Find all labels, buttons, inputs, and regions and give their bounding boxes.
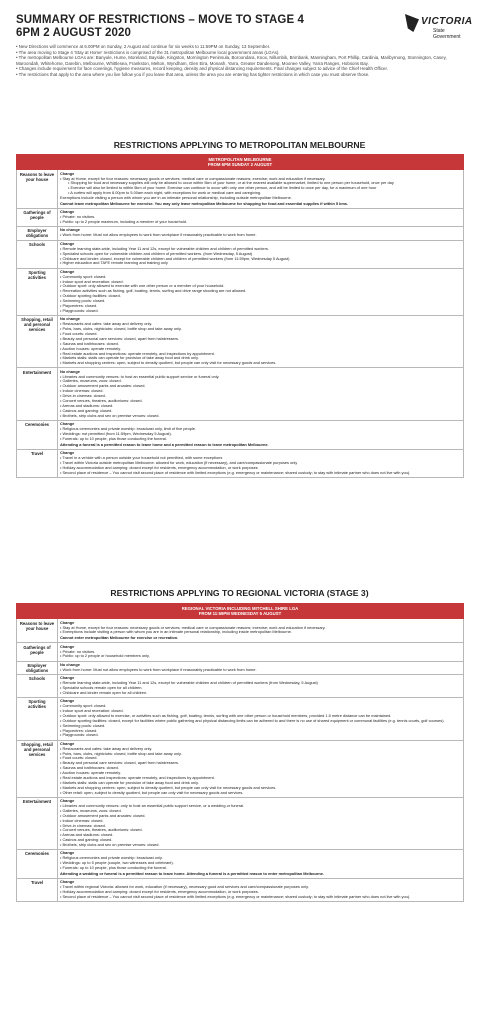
- restriction-item: • Food courts: closed.: [60, 330, 98, 336]
- row-category: Entertainment: [17, 797, 58, 849]
- row-details: [58, 740, 464, 797]
- row-category: Travel: [17, 879, 58, 902]
- table-header: [17, 155, 464, 170]
- restriction-item: • Shopping for food and necessary supplies will only be allowed to occur within 5km of your home, or at the nearest available supermarket, limited to one person per household, once per day: [68, 180, 394, 186]
- row-details: [58, 674, 464, 697]
- restriction-item: • Second place of residence – You cannot visit second place of residence with limited exceptions (e.g. emergency or maintenance; shared custody; to stay with intimate partner who does not live with you).: [60, 894, 411, 900]
- row-category: Entertainment: [17, 368, 58, 420]
- row-details: [58, 170, 464, 209]
- restriction-item: • Outdoor sporting facilities: closed, except for facilities where public gathering and physical distancing limits can be adhered to and there is no use of shared equipment or communal facilities (e.g. tennis courts, golf courses).: [60, 717, 445, 723]
- change-status: Change: [60, 675, 75, 681]
- restriction-item: • A curfew will apply from 8.00pm to 5.00am each night, with exceptions for work or medical care and caregiving.: [68, 190, 262, 196]
- restriction-item: • Community sport: closed.: [60, 273, 107, 279]
- row-details: [58, 368, 464, 420]
- restriction-item: • Outdoor sport: only allowed to exercise, or activities such as fishing, golf, boating, tennis, surfing with one other person or household members, provided 1.5 metre distance can be maintained.: [60, 712, 392, 718]
- table-row: [17, 797, 464, 849]
- restriction-item: • Brothels, strip clubs and sex on premise venues: closed.: [60, 412, 160, 418]
- restriction-item: • Funerals: up to 10 people, plus those conducting the funeral.: [60, 435, 167, 441]
- table-row: [17, 449, 464, 477]
- restriction-note: Attending a funeral is a permitted reason to leave home and a permitted reason to leave metropolitan Melbourne.: [60, 441, 269, 447]
- row-category: Ceremonies: [17, 850, 58, 879]
- change-status: Change: [60, 170, 75, 176]
- row-category: Schools: [17, 674, 58, 697]
- restriction-item: • Stay at Home, except for four reasons: necessary goods or services; medical care or compassionate reasons; exercise; work and education if necessary.: [60, 624, 326, 630]
- restriction-note: Attending a wedding or funeral is a permitted reason to leave home. Attending a funeral is a permitted reason to enter metropolitan Melbourne.: [60, 871, 325, 877]
- table-row: [17, 879, 464, 902]
- restriction-item: • Specialist schools remain open for all children.: [60, 684, 143, 690]
- row-details: [58, 240, 464, 268]
- table-row: [17, 209, 464, 227]
- row-details: [58, 619, 464, 643]
- restriction-item: • Exercise will also be limited to within 5km of your home. Exercise can continue to occur with only one other person, and will be limited to once per day, for a maximum of one hour: [68, 185, 377, 191]
- change-status: Change: [60, 879, 75, 885]
- restriction-item: • Beauty and personal care services: closed, apart from hairdressers.: [60, 760, 180, 766]
- restriction-item: • Swimming pools: closed.: [60, 722, 106, 728]
- row-category: Employer obligations: [17, 227, 58, 240]
- restriction-item: • Real estate auctions and inspections: operate remotely, and inspections by appointment.: [60, 350, 215, 356]
- restriction-item: • Public: up to 2 people or household members only.: [60, 653, 150, 659]
- restriction-item: • Indoor sport and recreation: closed.: [60, 707, 124, 713]
- restriction-item: • Arenas and stadiums: closed.: [60, 832, 114, 838]
- restriction-item: • Food courts: closed.: [60, 755, 98, 761]
- logo-subtitle: [433, 29, 461, 40]
- change-status: Change: [60, 619, 75, 625]
- restriction-item: • Stay at Home, except for four reasons: necessary goods or services; medical care or compassionate reasons; exercise; work and education if necessary.: [60, 175, 326, 181]
- restriction-item: • Private: no visitors.: [60, 214, 96, 220]
- header-line-2: FROM 11:59PM WEDNESDAY 5 AUGUST: [198, 611, 282, 617]
- restriction-item: • Concert venues, theatres, auditoriums: closed.: [60, 398, 143, 404]
- table-header: [17, 604, 464, 619]
- restriction-item: • Auction houses: operate remotely.: [60, 770, 121, 776]
- change-status: Change: [60, 268, 75, 274]
- restriction-item: • Swimming pools: closed.: [60, 298, 106, 304]
- restriction-item: • Holiday accommodation and camping: closed except for residents, emergency accommodation, or work purposes.: [60, 889, 259, 895]
- row-details: [58, 227, 464, 240]
- table-row: [17, 697, 464, 740]
- row-category: Travel: [17, 449, 58, 477]
- row-category: Reasons to leave your house: [17, 619, 58, 643]
- row-category: Gatherings of people: [17, 643, 58, 661]
- restriction-item: • Holiday accommodation and camping: closed except for residents, emergency accommodation, or work purposes: [60, 464, 258, 470]
- restriction-item: • Funerals: up to 10 people, plus those conducting the funeral.: [60, 865, 167, 871]
- table-row: [17, 240, 464, 268]
- restriction-item: • Markets and shopping centres: open, subject to density quotient, but people can only visit for necessary goods and services.: [60, 360, 277, 366]
- title-line-1: SUMMARY OF RESTRICTIONS – MOVE TO STAGE 4: [16, 14, 305, 26]
- restriction-item: • Indoor sport and recreation: closed.: [60, 278, 124, 284]
- restriction-item: • Playcentres: closed.: [60, 303, 98, 309]
- row-category: Gatherings of people: [17, 209, 58, 227]
- restriction-item: • Private: no visitors.: [60, 648, 96, 654]
- restriction-note: Cannot enter metropolitan Melbourne for exercise or recreation.: [60, 635, 179, 641]
- regional-section-heading: RESTRICTIONS APPLYING TO REGIONAL VICTORIA (STAGE 3): [110, 588, 369, 598]
- intro-note: • Changes include requirement for face coverings, hygiene measures, record keeping, density and physical distancing requirements. Final changes subject to advice of the Chief Health Officer.: [16, 66, 388, 72]
- restriction-item: • Galleries, museums, zoos: closed.: [60, 378, 122, 384]
- restriction-item: • Weddings: up to 5 people (couple, two witnesses and celebrant).: [60, 860, 174, 866]
- restriction-item: • Markets stalls: stalls can operate for provision of take away food and drink only.: [60, 355, 199, 361]
- restriction-item: • Travel within Victoria outside metropolitan Melbourne: allowed for work, education (if necessary), and care/compassionate purposes only: [60, 459, 298, 465]
- restriction-note: Cannot leave metropolitan Melbourne for exercise. You may only leave metropolitan Melbourne for shopping for food and essential supplies if within 5 kms.: [60, 201, 349, 207]
- intro-notes: [16, 44, 468, 78]
- change-status: Change: [60, 643, 75, 649]
- victoria-map-icon: [405, 14, 419, 32]
- restriction-item: • Weddings: not permitted (from 11:59pm, Wednesday 5 August).: [60, 430, 172, 436]
- change-status: Change: [60, 740, 75, 746]
- row-category: Reasons to leave your house: [17, 170, 58, 209]
- table-header-row: [17, 604, 464, 619]
- header-line-1: METROPOLITAN MELBOURNE: [208, 157, 272, 162]
- row-category: Ceremonies: [17, 420, 58, 449]
- logo-subtitle-line-2: Government: [433, 33, 461, 40]
- restriction-item: • Travel within regional Victoria: allowed for work, education (if necessary), necessary good and services and care/compassionate purposes only.: [60, 884, 309, 890]
- table-row: [17, 420, 464, 449]
- restriction-item: • Galleries, museums, zoos: closed.: [60, 807, 122, 813]
- restriction-item: • Exemptions include visiting a person with whom you are in an intimate personal relationship, including inside metropolitan Melbourne.: [60, 629, 292, 635]
- restriction-item: • Libraries and community venues: only to host an essential public support service, or a wedding or funeral.: [60, 802, 245, 808]
- row-category: Sporting activities: [17, 268, 58, 316]
- restriction-item: • Other retail: open, subject to density quotient, but people can only visit for necessary goods and services.: [60, 789, 244, 795]
- page-title: [16, 14, 304, 40]
- title-line-2: 6PM 2 AUGUST 2020: [16, 27, 132, 39]
- table-row: [17, 850, 464, 879]
- change-status: No change: [60, 661, 80, 667]
- change-status: No change: [60, 227, 80, 233]
- restriction-item: • Recreation activities such as fishing, golf, boating, tennis, surfing and drive range shooting are not allowed.: [60, 288, 247, 294]
- row-details: [58, 797, 464, 849]
- restriction-item: • Pubs, bars, clubs, nightclubs: closed, bottle shop and take away only.: [60, 326, 182, 332]
- table-row: [17, 268, 464, 316]
- table-row: [17, 740, 464, 797]
- header-line-1: REGIONAL VICTORIA INCLUDING MITCHELL SHIRE LGA: [181, 606, 299, 611]
- restriction-item: • Casinos and gaming: closed.: [60, 837, 113, 843]
- restriction-item: • Outdoor amusement parks and arcades: closed.: [60, 812, 146, 818]
- change-status: Change: [60, 850, 75, 856]
- restriction-item: • Outdoor amusement parks and arcades: closed.: [60, 383, 146, 389]
- row-details: [58, 268, 464, 316]
- row-details: [58, 209, 464, 227]
- row-details: [58, 643, 464, 661]
- table-row: [17, 661, 464, 674]
- row-details: [58, 879, 464, 902]
- restriction-item: • Religious ceremonies and private worship: broadcast only, limit of five people.: [60, 426, 197, 431]
- row-category: Schools: [17, 240, 58, 268]
- row-details: [58, 449, 464, 477]
- change-status: Change: [60, 240, 75, 246]
- row-category: Employer obligations: [17, 661, 58, 674]
- row-details: [58, 316, 464, 368]
- regional-restrictions-table: [16, 603, 464, 902]
- restriction-item: • Playcentres: closed.: [60, 727, 98, 733]
- row-category: Sporting activities: [17, 697, 58, 740]
- restriction-item: • Casinos and gaming: closed.: [60, 407, 113, 413]
- restriction-item: • Work from home: Must not allow employees to work from workplace if reasonably practicable to work from home.: [60, 232, 257, 238]
- restriction-item: • Work from home: Must not allow employees to work from workplace if reasonably practicable to work from home.: [60, 666, 257, 672]
- restriction-item: • Restaurants and cafes: take away and delivery only.: [60, 745, 153, 751]
- restriction-item: • Religious ceremonies and private worship: broadcast only.: [60, 855, 163, 861]
- change-status: Change: [60, 798, 75, 804]
- restriction-item: • Libraries and community venues: to host an essential public support service or funeral only.: [60, 373, 220, 379]
- restriction-item: • Brothels, strip clubs and sex on premise venues: closed.: [60, 842, 160, 848]
- restriction-item: • Markets and shopping centres: open, subject to density quotient, but people can only visit for necessary goods and services.: [60, 784, 277, 790]
- restriction-item: Exemptions include visiting a person with whom you are in an intimate personal relationship, including outside metropolitan Melbourne.: [60, 195, 292, 201]
- restriction-item: • Childcare and kinder: closed, except for vulnerable children and children of permitted workers (from 11:59pm, Wednesday 5 August): [60, 255, 290, 261]
- restriction-item: • Restaurants and cafes: take away and delivery only.: [60, 321, 153, 327]
- restriction-item: • Drive-in cinemas: closed.: [60, 393, 106, 399]
- row-details: [58, 697, 464, 740]
- restriction-item: • Real estate auctions and inspections: operate remotely, and inspections by appointment.: [60, 775, 215, 781]
- restriction-item: • Travel in a vehicle with a person outside your household not permitted, with some exceptions: [60, 454, 223, 460]
- metro-section-heading: RESTRICTIONS APPLYING TO METROPOLITAN MELBOURNE: [113, 140, 366, 150]
- restriction-item: • Markets stalls: stalls can operate for provision of take away food and drink only.: [60, 779, 199, 785]
- intro-note: • The restrictions that apply to the area where you live follow you if you leave that area, unless the area you are entering has tighter restrictions in which case you must observe those.: [16, 71, 370, 77]
- change-status: Change: [60, 421, 75, 427]
- restriction-item: • Outdoor sporting facilities: closed.: [60, 293, 121, 299]
- restriction-item: • Playgrounds: closed.: [60, 307, 99, 313]
- intro-note: • The metropolitan Melbourne LGAs are: Banyule, Hume, Moreland, Bayside, Kingston, Mornington Peninsula, Boroondara, Knox, Nillumbik, Brimbank, Manningham, Port Phillip, Cardinia, Maribyrnong, Stonnington, Casey, Maroondah, Whitehorse, Darebin, Melbourne, Whittlesea, Frankston, Melton, Wyndham, Glen Eira, Monash, Yarra, Greater Dandenong, Moonee Valley, Yarra Ranges, Hobsons Bay.: [16, 55, 447, 66]
- restriction-item: • Higher education and TAFE remote learning and training only: [60, 260, 168, 266]
- restriction-item: • Indoor cinemas: closed.: [60, 388, 104, 394]
- restriction-item: • Arenas and stadiums: closed.: [60, 403, 114, 408]
- change-status: Change: [60, 209, 75, 215]
- restriction-item: • Beauty and personal care services: closed, apart from hairdressers.: [60, 335, 180, 341]
- table-header-row: [17, 155, 464, 170]
- intro-note: • New Directions will commence at 6.00PM on Sunday, 2 August and continue for six weeks to 11:59PM on Sunday, 13 September.: [16, 44, 271, 49]
- restriction-item: • Saunas and bathhouses: closed.: [60, 765, 119, 771]
- metro-restrictions-table: [16, 154, 464, 478]
- change-status: No change: [60, 316, 80, 322]
- logo-name: VICTORIA: [421, 16, 473, 27]
- row-details: [58, 661, 464, 674]
- change-status: Change: [60, 450, 75, 455]
- table-row: [17, 170, 464, 209]
- table-row: [17, 619, 464, 643]
- restriction-item: • Community sport: closed.: [60, 702, 107, 708]
- restriction-item: • Second place of residence – You cannot visit second place of residence with limited exceptions (e.g. emergency or maintenance; shared custody; to stay with intimate partner who does not live with you).: [60, 469, 411, 475]
- restriction-item: • Indoor cinemas: closed.: [60, 817, 104, 823]
- row-category: Shopping, retail and personal services: [17, 316, 58, 368]
- restriction-item: • Auction houses: operate remotely.: [60, 345, 121, 351]
- header-line-2: FROM 6PM SUNDAY 2 AUGUST: [207, 162, 273, 168]
- row-details: [58, 850, 464, 879]
- table-row: [17, 643, 464, 661]
- restriction-item: • Public: up to 2 people maximum, including a member of your household.: [60, 219, 188, 225]
- change-status: No change: [60, 368, 80, 374]
- restriction-item: • Playgrounds: closed.: [60, 732, 99, 738]
- restriction-item: • Concert venues, theatres, auditoriums: closed.: [60, 827, 143, 833]
- logo-subtitle-line-1: State: [433, 28, 445, 34]
- row-category: Shopping, retail and personal services: [17, 740, 58, 797]
- restriction-item: • Pubs, bars, clubs, nightclubs: closed, bottle shop and take away only.: [60, 750, 182, 756]
- restriction-item: • Childcare and kinder remain open for all children.: [60, 689, 148, 695]
- restriction-item: • Remote learning state-wide, including Year 11 and 12s, except for vulnerable children and children of permitted workers.: [60, 245, 269, 251]
- restriction-item: • Saunas and bathhouses: closed.: [60, 340, 119, 346]
- table-row: [17, 368, 464, 420]
- restriction-item: • Drive-in cinemas: closed.: [60, 822, 106, 828]
- intro-note: • The area moving to Stage 4 'Stay at Home' restrictions is comprised of the 31 metropolitan Melbourne local government areas (LGAs).: [16, 49, 280, 55]
- victoria-government-logo: [405, 14, 473, 48]
- table-row: [17, 227, 464, 240]
- restriction-item: • Remote learning state-wide, including Year 11 and 12s, except for vulnerable children and children of permitted workers (from Wednesday, 5 August): [60, 679, 318, 685]
- change-status: Change: [60, 698, 75, 704]
- table-row: [17, 316, 464, 368]
- restriction-item: • Specialist schools open for vulnerable children and children of permitted workers. (from Wednesday, 5 August): [60, 250, 253, 256]
- table-row: [17, 674, 464, 697]
- row-details: [58, 420, 464, 449]
- restriction-item: • Outdoor sport: only allowed to exercise with one other person or a member of your household.: [60, 283, 225, 289]
